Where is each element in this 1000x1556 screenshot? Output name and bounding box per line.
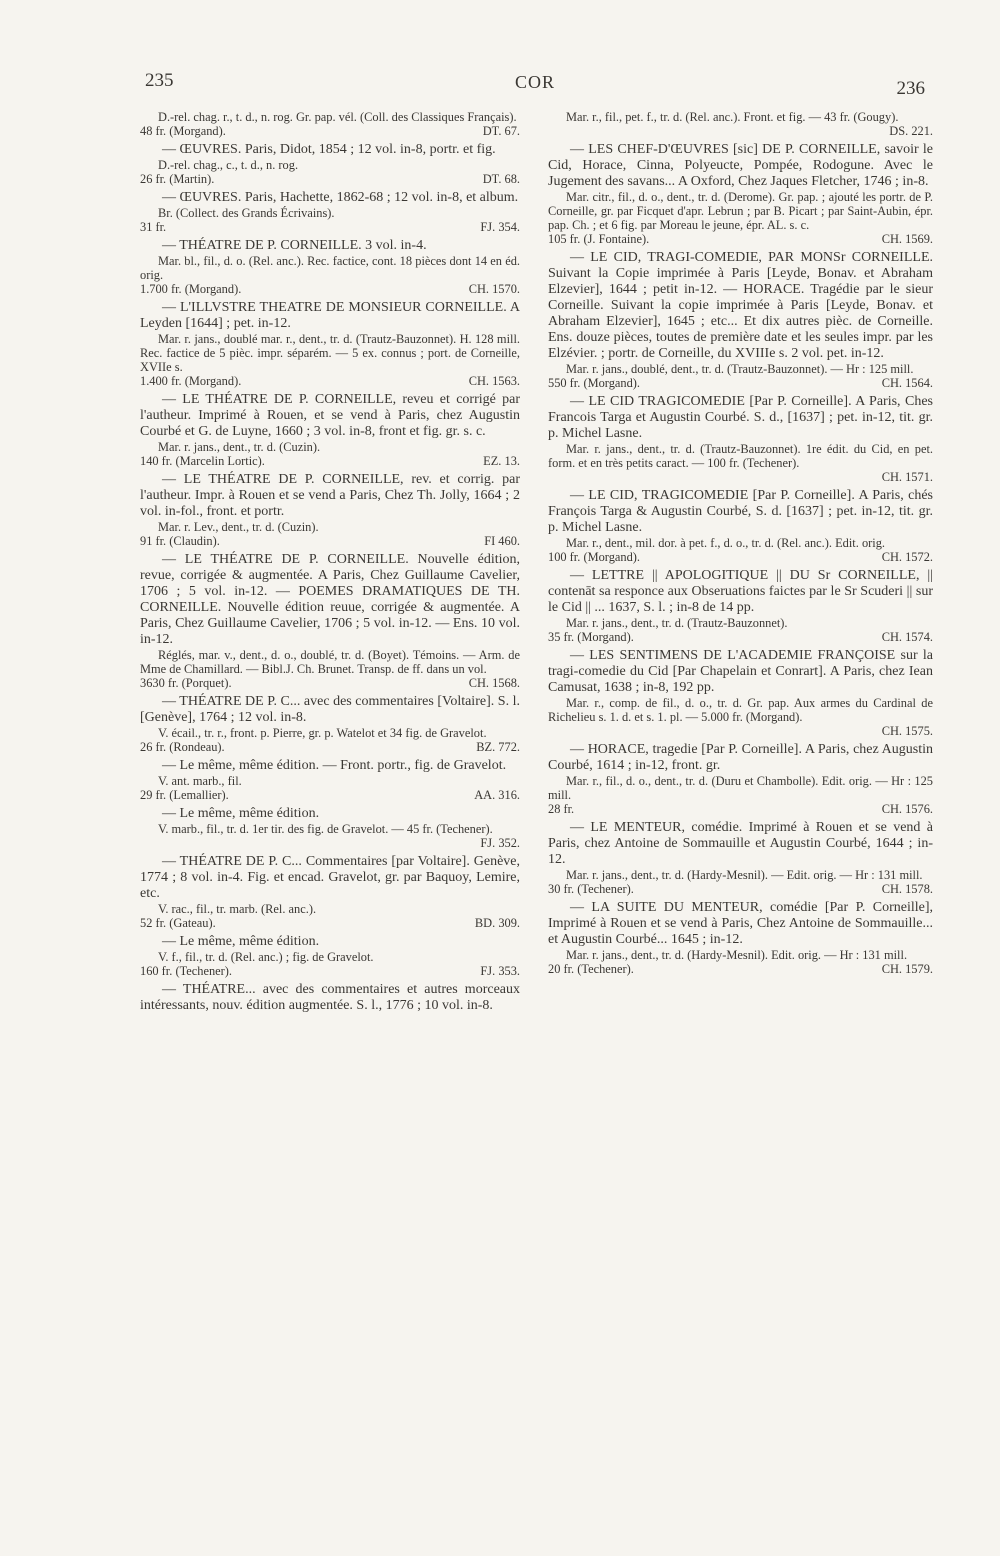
entry-sale-line [548,550,933,564]
entry-reference: AA. 316. [474,788,520,802]
entry-price: 1.400 fr. (Morgand). [140,374,242,388]
entry-reference: CH. 1570. [468,282,520,296]
running-head: COR [514,72,555,92]
entry-sale-line [140,534,520,548]
entry-sale-line [548,470,933,484]
entry-title: — LE THÉATRE DE P. CORNEILLE, rev. et corrig. par l'autheur. Impr. à Rouen et se vend a Paris, Chez Th. Jolly, 1664 ; 2 vol. in-fol., front. et portr. [140,472,520,519]
entry-reference: CH. 1575. [881,724,933,738]
entry-price: 1.700 fr. (Morgand). [140,282,242,296]
entry-reference: CH. 1563. [468,374,520,388]
entry-reference: CH. 1564. [881,376,933,390]
entry-reference: EZ. 13. [483,454,520,468]
entry-binding-note: Mar. r., fil., d. o., dent., tr. d. (Duru et Chambolle). Edit. orig. — Hr : 125 mill. [548,774,933,802]
entry-reference: CH. 1572. [881,550,933,564]
entry-title: — LES CHEF-D'ŒUVRES [sic] DE P. CORNEILLE, savoir le Cid, Horace, Cinna, Polyeucte, Pompée, Rodogune. Avec le Jugement des savans... A Oxford, Chez Jaques Fletcher, 1746 ; in-8. [548,142,933,189]
page-number-left: 235 [145,70,174,91]
entry-reference: CH. 1576. [881,802,933,816]
entry-price: 48 fr. (Morgand). [140,124,226,138]
entry-sale-line [548,724,933,738]
entry-price: 100 fr. (Morgand). [548,550,640,564]
entry-reference: DS. 221. [889,124,933,138]
entry-binding-note: Mar. r. Lev., dent., tr. d. (Cuzin). [158,520,319,534]
catalog-entry [140,806,520,850]
entry-price: 26 fr. (Rondeau). [140,740,225,754]
entry-title: — HORACE, tragedie [Par P. Corneille]. A Paris, chez Augustin Courbé, 1614 ; in-12, front. gr. [548,742,933,773]
entry-reference: FI 460. [484,534,520,548]
entry-binding-note: D.-rel. chag., c., t. d., n. rog. [158,158,299,172]
entry-sale-line [140,172,520,186]
entry-binding-note: V. écail., tr. r., front. p. Pierre, gr. p. Watelot et 34 fig. de Gravelot. [158,726,487,740]
entry-sale-line [548,124,933,138]
catalog-entry [548,648,933,738]
entry-sale-line [140,454,520,468]
entry-binding-note: D.-rel. chag. r., t. d., n. rog. Gr. pap. vél. (Coll. des Classiques Français). [158,110,517,124]
entry-sale-line [140,374,520,388]
entry-title: — LE CID, TRAGI-COMEDIE, PAR MONSr CORNEILLE. Suivant la Copie imprimée à Paris [Leyde, Bonav. et Abraham Elzevier], 1644 ; petit in-12. — HORACE. Tragédie par le sieur Corneille. Suivant la copie imprimée à Paris [Leyde, Bonav. et Abraham Elzevier], 1645 ; etc... Et dix autres pièc. de Corneille. Ens. douze pièces, toutes de première date et les seules impr. par les Elzévier. ; portr. de Corneille, du XVIIIe s. 2 vol. pet. in-12. [548,250,933,361]
catalog-entry [140,392,520,468]
entry-sale-line [140,220,520,234]
entry-price: 20 fr. (Techener). [548,962,634,976]
catalog-entry [548,900,933,976]
entry-reference: CH. 1578. [881,882,933,896]
entry-sale-line [140,124,520,138]
catalog-entry [548,742,933,816]
entry-sale-line [140,740,520,754]
entry-title: — THÉATRE... avec des commentaires et autres morceaux intéressants, nouv. édition augmentée. S. l., 1776 ; 10 vol. in-8. [140,982,520,1013]
catalog-entry [548,110,933,138]
entry-title: — THÉATRE DE P. C... avec des commentaires [Voltaire]. S. l. [Genève], 1764 ; 12 vol. in-8. [140,694,520,725]
entry-sale-line [548,376,933,390]
catalog-entry [548,820,933,896]
entry-reference: FJ. 354. [480,220,520,234]
catalog-entry [140,300,520,388]
entry-title: — LE MENTEUR, comédie. Imprimé à Rouen et se vend à Paris, chez Antoine de Sommauille et Augustin Courbé, 1644 ; in-12. [548,820,933,867]
entry-title: — LE CID TRAGICOMEDIE [Par P. Corneille]. A Paris, Ches Francois Targa et Augustin Courbé. S. d., [1637] ; pet. in-12, tit. gr. p. Michel Lasne. [548,394,933,441]
entry-title: — ŒUVRES. Paris, Didot, 1854 ; 12 vol. in-8, portr. et fig. [162,142,496,157]
entry-binding-note: Mar. bl., fil., d. o. (Rel. anc.). Rec. factice, cont. 18 pièces dont 14 en éd. orig. [140,254,520,282]
entry-sale-line [140,788,520,802]
catalog-entry [548,488,933,564]
entry-sale-line [140,916,520,930]
catalog-entry [140,142,520,186]
entry-price: 3630 fr. (Porquet). [140,676,232,690]
entry-binding-note: Br. (Collect. des Grands Écrivains). [158,206,335,220]
entry-reference: CH. 1574. [881,630,933,644]
entry-binding-note: V. marb., fil., tr. d. 1er tir. des fig. de Gravelot. — 45 fr. (Techener). [158,822,493,836]
entry-price: 91 fr. (Claudin). [140,534,220,548]
entry-sale-line [548,232,933,246]
entry-binding-note: Mar. r., comp. de fil., d. o., tr. d. Gr. pap. Aux armes du Cardinal de Richelieu s. 1. d. et s. 1. pl. — 5.000 fr. (Morgand). [548,696,933,724]
entry-title: — LETTRE || APOLOGITIQUE || DU Sr CORNEILLE, || contenāt sa responce aux Obseruations faictes par le Sr Scuderi || sur le Cid || ... 1637, S. l. ; in-8 de 14 pp. [548,568,933,615]
entry-price: 31 fr. [140,220,167,234]
entry-title: — L'ILLVSTRE THEATRE DE MONSIEUR CORNEILLE. A Leyden [1644] ; pet. in-12. [140,300,520,331]
entry-reference: DT. 67. [482,124,520,138]
catalog-entry [140,190,520,234]
entry-title: — ŒUVRES. Paris, Hachette, 1862-68 ; 12 vol. in-8, et album. [162,190,519,205]
entry-title: — THÉATRE DE P. C... Commentaires [par Voltaire]. Genève, 1774 ; 8 vol. in-4. Fig. et encad. Gravelot, gr. par Baquoy, Lemire, etc. [140,854,520,901]
entry-price: 30 fr. (Techener). [548,882,634,896]
entry-reference: CH. 1571. [881,470,933,484]
entry-binding-note: Mar. r. jans., dent., tr. d. (Hardy-Mesnil). — Edit. orig. — Hr : 131 mill. [566,868,923,882]
entry-reference: DT. 68. [482,172,520,186]
entry-title: — LA SUITE DU MENTEUR, comédie [Par P. Corneille], Imprimé à Rouen et se vend à Paris, Chez Antoine de Sommauille... et Augustin Courbé... 1645 ; in-12. [548,900,933,947]
page-header [145,70,925,100]
catalog-entry [140,982,520,1014]
entry-title: — LE CID, TRAGICOMEDIE [Par P. Corneille]. A Paris, chés François Targa & Augustin Courbé, S. d. [1637] ; pet. in-12, tit. gr. p. Michel Lasne. [548,488,933,535]
entry-title: — Le même, même édition. [162,934,320,949]
entry-sale-line [548,802,933,816]
entry-price: 52 fr. (Gateau). [140,916,216,930]
entry-binding-note: Mar. r. jans., doublé, dent., tr. d. (Trautz-Bauzonnet). — Hr : 125 mill. [566,362,914,376]
catalog-entry [140,238,520,296]
entry-binding-note: V. ant. marb., fil. [158,774,242,788]
entry-reference: CH. 1569. [881,232,933,246]
catalog-entry [140,552,520,690]
entry-price: 550 fr. (Morgand). [548,376,640,390]
entry-binding-note: Réglés, mar. v., dent., d. o., doublé, tr. d. (Boyet). Témoins. — Arm. de Mme de Chamillard. — Bibl.J. Ch. Brunet. Transp. de ff. dans un vol. [140,648,520,676]
catalog-entry [140,854,520,930]
entry-title: — LE THÉATRE DE P. CORNEILLE. Nouvelle édition, revue, corrigée & augmentée. A Paris, Chez Guillaume Cavelier, 1706 ; 5 vol. in-12. — POEMES DRAMATIQUES DE TH. CORNEILLE. Nouvelle édition reuue, corrigée & augmentée. A Paris, Chez Guillaume Cavelier, 1706 ; 5 vol. in-12. — Ens. 10 vol. in-12. [140,552,520,647]
entry-title: — Le même, même édition. [162,806,320,821]
entry-sale-line [548,630,933,644]
entry-reference: FJ. 352. [480,836,520,850]
entry-sale-line [140,676,520,690]
entry-sale-line [548,962,933,976]
catalog-entry [140,758,520,802]
entry-title: — LE THÉATRE DE P. CORNEILLE, reveu et corrigé par l'autheur. Imprimé à Rouen, et se vend à Paris, chez Augustin Courbé et G. de Luyne, 1660 ; 3 vol. in-8, front et fig. gr. s. c. [140,392,520,439]
entry-reference: CH. 1579. [881,962,933,976]
entry-binding-note: V. f., fil., tr. d. (Rel. anc.) ; fig. de Gravelot. [158,950,374,964]
catalog-entry [140,934,520,978]
entry-price: 29 fr. (Lemallier). [140,788,229,802]
entry-price: 160 fr. (Techener). [140,964,233,978]
entry-sale-line [140,964,520,978]
catalog-entry [140,694,520,754]
entry-binding-note: Mar. r., fil., pet. f., tr. d. (Rel. anc.). Front. et fig. — 43 fr. (Gougy). [566,110,899,124]
entry-binding-note: Mar. r. jans., dent., tr. d. (Hardy-Mesnil). Edit. orig. — Hr : 131 mill. [566,948,908,962]
entry-price: 28 fr. [548,802,575,816]
entry-price: 26 fr. (Martin). [140,172,215,186]
entry-title: — Le même, même édition. — Front. portr., fig. de Gravelot. [162,758,507,773]
entry-binding-note: Mar. r., dent., mil. dor. à pet. f., d. o., tr. d. (Rel. anc.). Edit. orig. [566,536,886,550]
entry-reference: BD. 309. [474,916,520,930]
catalog-entry [140,472,520,548]
entry-binding-note: V. rac., fil., tr. marb. (Rel. anc.). [158,902,317,916]
entry-binding-note: Mar. r. jans., dent., tr. d. (Cuzin). [158,440,321,454]
catalog-entry [548,568,933,644]
catalog-entry [548,394,933,484]
page-number-right: 236 [896,78,925,99]
right-column [548,110,933,980]
catalog-entry [548,250,933,390]
catalog-entry [548,142,933,246]
entry-reference: FJ. 353. [480,964,520,978]
entry-price: 35 fr. (Morgand). [548,630,634,644]
entry-sale-line [548,882,933,896]
left-column [140,110,520,1018]
entry-price: 105 fr. (J. Fontaine). [548,232,650,246]
entry-title: — LES SENTIMENS DE L'ACADEMIE FRANÇOISE sur la tragi-comedie du Cid [Par Chapelain et Conrart]. A Paris, chez Iean Camusat, 1638 ; in-8, 192 pp. [548,648,933,695]
entry-title: — THÉATRE DE P. CORNEILLE. 3 vol. in-4. [162,238,427,253]
entry-binding-note: Mar. r. jans., dent., tr. d. (Trautz-Bauzonnet). [566,616,788,630]
entry-binding-note: Mar. r. jans., doublé mar. r., dent., tr. d. (Trautz-Bauzonnet). H. 128 mill. Rec. factice de 5 pièc. impr. séparém. — 5 ex. connus ; port. de Corneille, XVIIe s. [140,332,520,374]
entry-reference: BZ. 772. [476,740,520,754]
entry-sale-line [140,836,520,850]
entry-binding-note: Mar. citr., fil., d. o., dent., tr. d. (Derome). Gr. pap. ; ajouté les portr. de P. Corneille, gr. par Ficquet d'apr. Lebrun ; par B. Picart ; par Saint-Aubin, épr. pap. Ch. ; et 6 fig. par Moreau le jeune, épr. AL. s. c. [548,190,933,232]
entry-sale-line [140,282,520,296]
catalog-entry [140,110,520,138]
entry-binding-note: Mar. r. jans., dent., tr. d. (Trautz-Bauzonnet). 1re édit. du Cid, en pet. form. et en très petits caract. — 100 fr. (Techener). [548,442,933,470]
entry-reference: CH. 1568. [468,676,520,690]
entry-price: 140 fr. (Marcelin Lortic). [140,454,265,468]
